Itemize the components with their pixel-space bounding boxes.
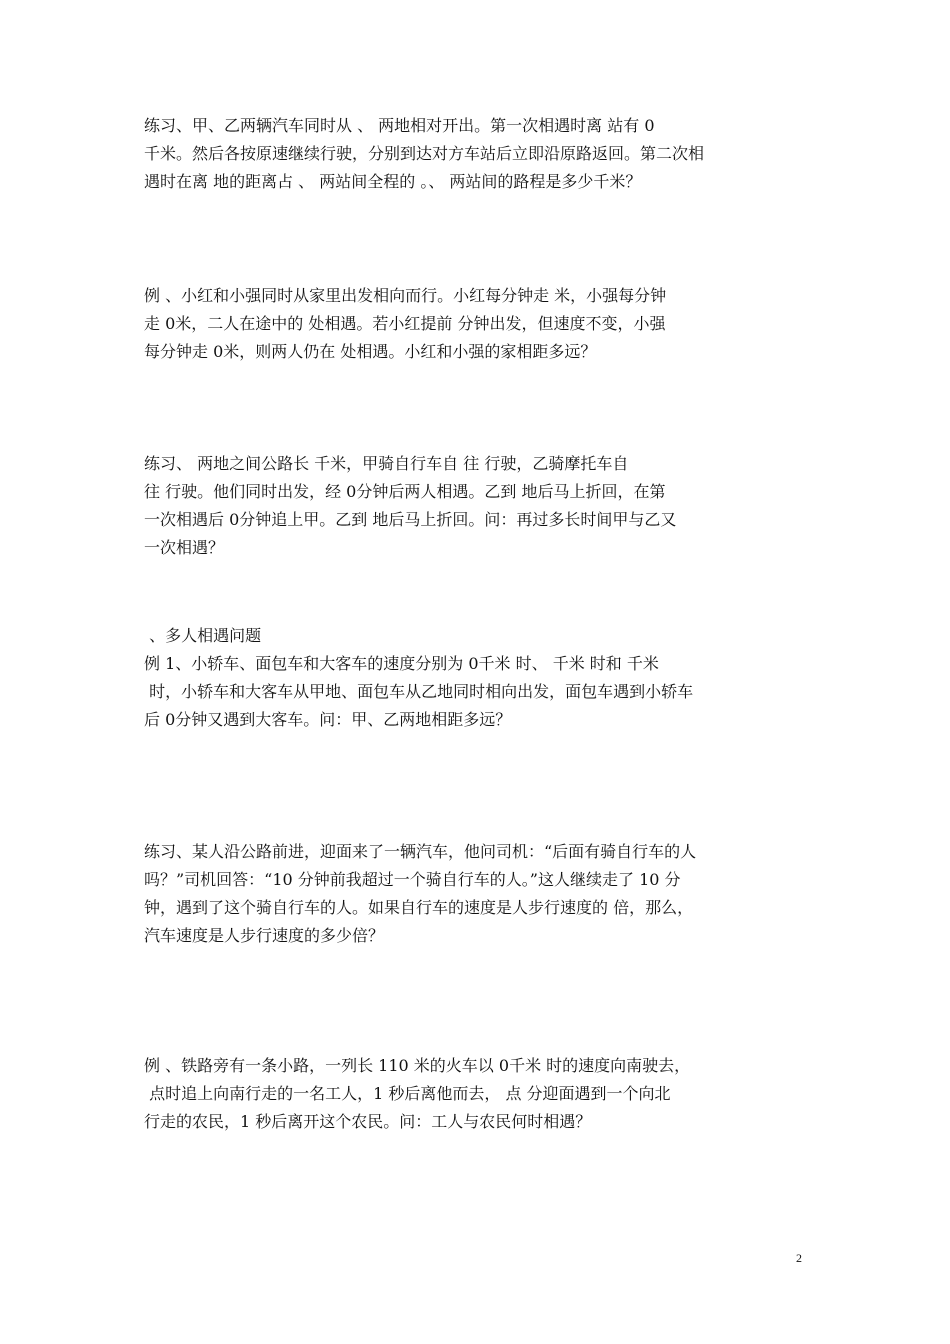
example-paragraph [144,1052,814,1136]
section-heading: 、多人相遇问题 [144,626,262,645]
text-line: 点时追上向南行走的一名工人，1 秒后离他而去， 点 分迎面遇到一个向北 [144,1084,671,1103]
text-line: 练习、甲、乙两辆汽车同时从 、 两地相对开出。第一次相遇时离 站有 0 [144,116,655,135]
text-line: 遇时在离 地的距离占 、 两站间全程的 。、 两站间的路程是多少千米？ [144,172,642,191]
text-line: 例 1、小轿车、面包车和大客车的速度分别为 0千米 时、 千米 时和 千米 [144,654,659,673]
text-line: 每分钟走 0米，则两人仍在 处相遇。小红和小强的家相距多远？ [144,342,597,361]
text-line: 练习、 两地之间公路长 千米，甲骑自行车自 往 行驶，乙骑摩托车自 [144,454,629,473]
text-line: 千米。然后各按原速继续行驶，分别到达对方车站后立即沿原路返回。第二次相 [144,144,705,163]
exercise-paragraph [144,450,814,562]
text-line: 一次相遇？ [144,538,225,557]
text-line: 汽车速度是人步行速度的多少倍？ [144,926,385,945]
text-line: 钟，遇到了这个骑自行车的人。如果自行车的速度是人步行速度的 倍，那么， [144,898,694,917]
text-line: 后 0分钟又遇到大客车。问：甲、乙两地相距多远？ [144,710,512,729]
section-paragraph [144,622,814,734]
text-line: 往 行驶。他们同时出发，经 0分钟后两人相遇。乙到 地后马上折回，在第 [144,482,666,501]
text-line: 吗？”司机回答：“10 分钟前我超过一个骑自行车的人。”这人继续走了 10 分 [144,870,681,889]
text-line: 例 、小红和小强同时从家里出发相向而行。小红每分钟走 米，小强每分钟 [144,286,667,305]
text-line: 行走的农民，1 秒后离开这个农民。问：工人与农民何时相遇？ [144,1112,592,1131]
exercise-paragraph [144,112,814,196]
text-line: 走 0米，二人在途中的 处相遇。若小红提前 分钟出发，但速度不变，小强 [144,314,666,333]
text-line: 练习、某人沿公路前进，迎面来了一辆汽车，他问司机：“后面有骑自行车的人 [144,842,697,861]
text-line: 例 、铁路旁有一条小路，一列长 110 米的火车以 0千米 时的速度向南驶去， [144,1056,691,1075]
example-paragraph [144,282,814,366]
page-number: 2 [796,1251,802,1265]
text-line: 一次相遇后 0分钟追上甲。乙到 地后马上折回。问：再过多长时间甲与乙又 [144,510,677,529]
text-line: 时，小轿车和大客车从甲地、面包车从乙地同时相向出发，面包车遇到小轿车 [144,682,694,701]
exercise-paragraph [144,838,814,950]
